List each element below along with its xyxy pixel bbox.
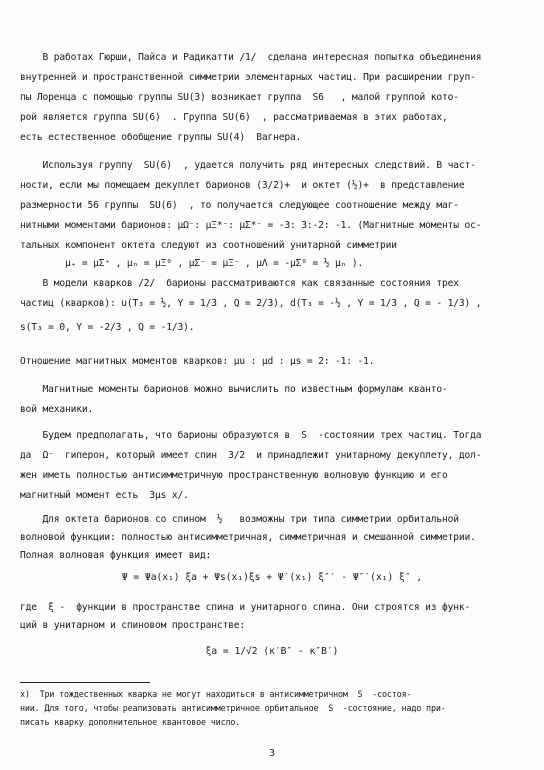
- text-line: где ξ - функции в пространстве спина и унитарного спина. Они строятся из функ-: [20, 602, 471, 613]
- text-line: s(T₃ = 0, Y = -2/3 , Q = -1/3).: [20, 322, 195, 333]
- footnote-line: нии. Для того, чтобы реализовать антисимметричное орбитальное S -состояние, надо при-: [20, 703, 446, 713]
- text-line: пы Лоренца с помощью группы SU(3) возникает группа S6 , малой группой кото-: [20, 92, 459, 103]
- text-line: Используя группу SU(6) , удается получить ряд интересных следствий. В част-: [20, 160, 476, 171]
- formula-line: ξa = 1/√2 (κ′B″ - κ″B′): [205, 646, 339, 657]
- text-line: Для октета барионов со спином ½ возможны три типа симметрии орбитальной: [20, 514, 459, 525]
- footnote-line: писать кварку дополнительное квантовое число.: [20, 717, 241, 727]
- text-line: вой механики.: [20, 404, 94, 415]
- text-line: Будем предполагать, что барионы образуются в S -состоянии трех частиц. Тогда: [20, 430, 482, 441]
- text-line: есть естественное обобщение группы SU(4) Вагнера.: [20, 132, 302, 143]
- footnote-line: x) Три тождественных кварка не могут находиться в антисимметричном S -состоя-: [20, 689, 412, 699]
- formula-line: μ₊ = μΣ⁺ , μₙ = μΞ⁰ , μΣ⁻ = μΞ⁻ , μΛ = -μΣ⁰ = ½ μₙ ).: [20, 258, 364, 269]
- text-line: внутренней и пространственной симметрии элементарных частиц. При расширении груп-: [20, 72, 476, 83]
- text-line: В работах Гюрши, Пайса и Радикатти /1/ сделана интересная попытка объединения: [20, 52, 482, 63]
- formula-line: Ψ = Ψa(x₁) ξa + Ψs(x₁)ξs + Ψ′(x₁) ξ″′ - Ψ″′(x₁) ξ″ ,: [121, 572, 423, 583]
- text-line: жен иметь полностью антисимметричную пространственную волновую функцию и его: [20, 470, 448, 481]
- text-line: да Ω⁻ гиперон, который имеет спин 3/2 и принадлежит унитарному декуплету, дол-: [20, 450, 482, 461]
- text-line: размерности 56 группы SU(6) , то получается следующее соотношение между маг-: [20, 200, 459, 211]
- text-line: рой является группа SU(6) . Группа SU(6) , рассматриваемая в этих работах,: [20, 112, 448, 123]
- page-number: 3: [268, 748, 276, 759]
- text-line: волновой функции: полностью антисимметричная, симметричная и смешанной симметрии.: [20, 532, 476, 543]
- text-line: ций в унитарном и спиновом пространстве:: [20, 620, 246, 631]
- text-line: частиц (кварков): u(T₃ = ½, Y = 1/3 , Q = 2/3), d(T₃ = -½ , Y = 1/3 , Q = - 1/3) ,: [20, 298, 482, 309]
- text-line: Полная волновая функция имеет вид:: [20, 550, 212, 561]
- text-line: Магнитные моменты барионов можно вычислить по известным формулам квантo-: [20, 384, 448, 395]
- text-line: В модели кварков /2/ барионы рассматриваются как связанные состояния трех: [20, 278, 459, 289]
- text-line: ности, если мы помещаем декуплет барионов (3/2)+ и октет (½)+ в представление: [20, 180, 465, 191]
- text-line: магнитный момент есть 3μs x/.: [20, 490, 189, 501]
- text-line: тальных компонент октета следуют из соотношений унитарной симметрии: [20, 240, 397, 251]
- text-line: нитными моментами барионов: μΩ⁻: μΞ*⁻: μΣ*⁻ = -3: 3:-2: -1. (Магнитные моменты ос-: [20, 220, 482, 231]
- footnote-divider: [20, 682, 150, 683]
- text-line: Отношение магнитных моментов кварков: μu : μd : μs = 2: -1: -1.: [20, 356, 375, 367]
